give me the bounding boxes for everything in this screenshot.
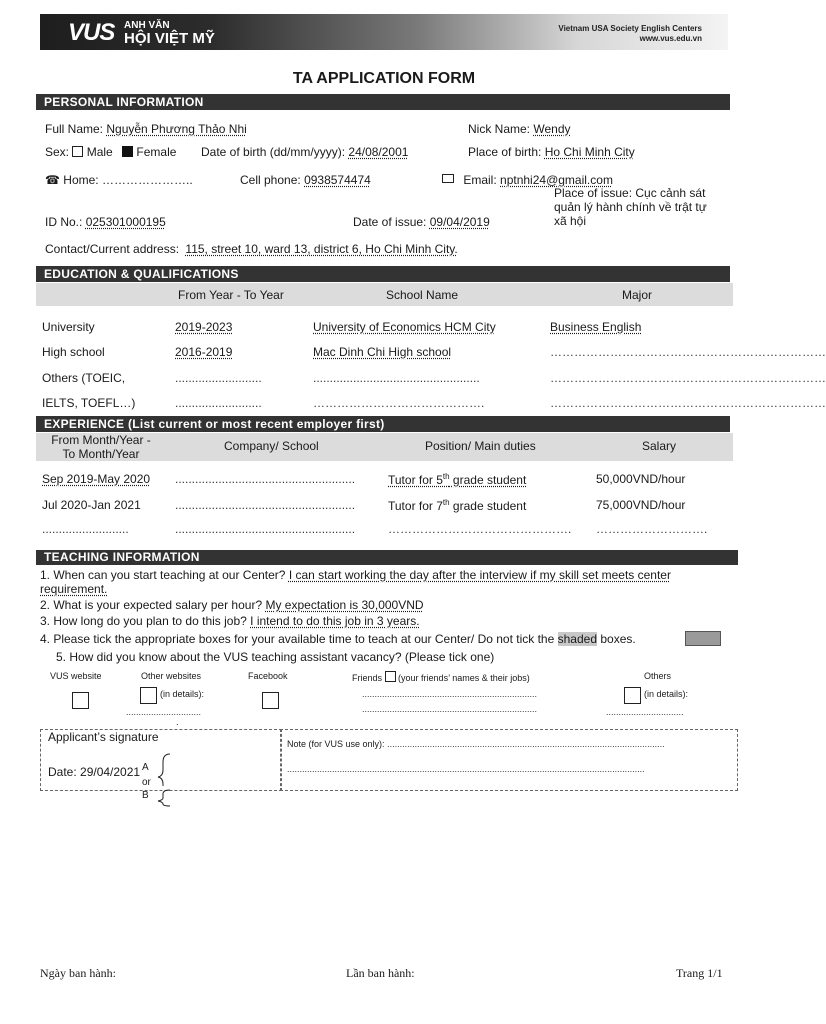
other-websites-details: (in details): [160, 689, 205, 699]
place-of-issue [554, 186, 707, 228]
friends-note: (your friends’ names & their jobs) [398, 673, 530, 683]
highschool-school[interactable]: Mac Dinh Chi High school [313, 345, 452, 359]
pob-row [468, 145, 635, 159]
highschool-major[interactable]: …………………………………………………………… [550, 345, 826, 359]
answer-3[interactable]: I intend to do this job in 3 years. [250, 614, 420, 628]
shaded-word: shaded [557, 632, 597, 646]
dob-value[interactable]: 24/08/2001 [348, 145, 409, 159]
col-period-line1: From Month/Year - [51, 433, 151, 447]
col-salary: Salary [642, 439, 677, 453]
id-row [45, 215, 166, 229]
col-company: Company/ School [224, 439, 319, 453]
exp2-company[interactable]: ...................................................... [175, 498, 356, 512]
exp2-position-b: grade student [449, 499, 527, 513]
question-4 [40, 632, 636, 646]
id-value[interactable]: 025301000195 [85, 215, 166, 229]
highschool-year[interactable]: 2016-2019 [175, 345, 233, 359]
others-details: (in details): [644, 689, 689, 699]
exp2-period[interactable]: Jul 2020-Jan 2021 [42, 498, 141, 512]
mark-a: A [142, 762, 149, 773]
place-issue-line1: Place of issue: Cục cảnh sát [554, 186, 706, 200]
footer-page: Trang 1/1 [676, 966, 723, 980]
doi-value[interactable]: 09/04/2019 [429, 215, 490, 229]
footer-edition: Lần ban hành: [346, 966, 415, 980]
nick-name-value[interactable]: Wendy [533, 122, 571, 136]
others-checkbox[interactable] [624, 687, 641, 704]
female-checkbox-checked[interactable] [122, 146, 133, 157]
section-education: EDUCATION & QUALIFICATIONS [36, 266, 730, 282]
exp2-position[interactable] [388, 498, 526, 513]
full-name-label: Full Name: [45, 122, 104, 136]
sex-row [45, 145, 176, 159]
dob-row [201, 145, 408, 159]
university-year[interactable]: 2019-2023 [175, 320, 233, 334]
col-period [36, 433, 166, 461]
cell-value[interactable]: 0938574474 [304, 173, 371, 187]
pob-value[interactable]: Ho Chi Minh City [544, 145, 635, 159]
question-4-label: 4. Please tick the appropriate boxes for your available time to teach at our Center/ Do not tick the [40, 632, 555, 646]
exp1-position-b: grade student [449, 473, 527, 487]
shaded-box-sample [685, 631, 721, 646]
place-issue-line3: xã hội [554, 214, 587, 228]
exp1-position-sup: th [442, 472, 450, 481]
small-dot: . [176, 717, 179, 727]
university-school[interactable]: University of Economics HCM City [313, 320, 496, 334]
option-vus-website: VUS website [50, 671, 102, 681]
option-others: Others [644, 671, 672, 681]
doi-row [353, 215, 490, 229]
others-school-2[interactable]: ……………………………………. [313, 396, 485, 410]
nick-name-label: Nick Name: [468, 122, 531, 136]
question-1 [40, 568, 671, 582]
note-label-text: Note (for VUS use only): [287, 739, 385, 749]
friends-label: Friends [352, 673, 383, 683]
option-facebook: Facebook [248, 671, 288, 681]
others-label-1: Others (TOEIC, [42, 371, 126, 385]
signature-label: Applicant’s signature [48, 730, 159, 744]
others-major-2[interactable]: …………………………………………………………… [550, 396, 826, 410]
header-banner [40, 14, 728, 50]
note-dots-1[interactable]: ............................................................................................................... [387, 739, 665, 749]
others-label-2: IELTS, TOEFL…) [42, 396, 136, 410]
section-experience: EXPERIENCE (List current or most recent employer first) [36, 416, 730, 432]
question-1-label: 1. When can you start teaching at our Center? [40, 568, 286, 582]
col-period-line2: To Month/Year [62, 447, 140, 461]
question-3-label: 3. How long do you plan to do this job? [40, 614, 247, 628]
id-label: ID No.: [45, 215, 83, 229]
signature-date[interactable]: Date: 29/04/2021 [48, 765, 141, 779]
full-name-value[interactable]: Nguyễn Phương Thảo Nhi [106, 122, 247, 136]
email-value[interactable]: nptnhi24@gmail.com [500, 173, 613, 187]
col-major: Major [622, 288, 653, 302]
other-websites-dots[interactable]: .............................. [126, 707, 202, 717]
exp3-period[interactable]: .......................... [42, 522, 129, 536]
mark-or: or [142, 777, 151, 788]
section-teaching: TEACHING INFORMATION [36, 550, 738, 565]
cell-row [240, 173, 371, 187]
exp3-company[interactable]: ...................................................... [175, 522, 356, 536]
full-name-row [45, 122, 247, 136]
exp2-position-a: Tutor for 7 [388, 499, 443, 513]
exp1-salary[interactable]: 50,000VND/hour [596, 472, 686, 486]
form-title: TA APPLICATION FORM [292, 70, 476, 87]
phone-icon: ☎ [45, 173, 60, 187]
address-label: Contact/Current address: [45, 242, 180, 256]
note-label [287, 739, 665, 749]
male-label: Male [86, 145, 113, 159]
question-2-label: 2. What is your expected salary per hour? [40, 598, 263, 612]
place-issue-line2: quản lý hành chính về trật tự [554, 200, 707, 214]
highschool-label: High school [42, 345, 105, 359]
cell-label: Cell phone: [240, 173, 301, 187]
others-year-2[interactable]: .......................... [175, 396, 262, 410]
question-5: 5. How did you know about the VUS teaching assistant vacancy? (Please tick one) [56, 650, 495, 664]
home-label: Home: [63, 173, 99, 187]
others-year-1[interactable]: .......................... [175, 371, 262, 385]
address-value[interactable]: 115, street 10, ward 13, district 6, Ho Chi Minh City. [185, 242, 458, 256]
mark-b: B [142, 790, 149, 801]
friends-dots-1[interactable]: ...................................................................... [362, 689, 538, 699]
exp2-position-sup: th [442, 498, 450, 507]
nick-name-row [468, 122, 571, 136]
option-other-websites: Other websites [141, 671, 202, 681]
home-value[interactable]: ………………….. [101, 173, 193, 187]
email-row [442, 173, 613, 187]
female-label: Female [136, 145, 177, 159]
question-2 [40, 598, 424, 612]
university-major[interactable]: Business English [550, 320, 642, 334]
question-3 [40, 614, 420, 628]
others-major-1[interactable]: …………………………………………………………… [550, 371, 826, 385]
university-label: University [42, 320, 95, 334]
dob-label: Date of birth (dd/mm/yyyy): [201, 145, 346, 159]
exp1-company[interactable]: ...................................................... [175, 472, 356, 486]
doi-label: Date of issue: [353, 215, 427, 229]
friends-checkbox[interactable] [385, 671, 396, 682]
address-row [45, 242, 458, 256]
logo-subtitle-bottom: HỘI VIỆT MỸ [124, 30, 215, 47]
answer-1-line2[interactable]: requirement. [40, 582, 108, 596]
logo-subtitle-top: ANH VĂN [124, 20, 170, 31]
question-4-end: boxes. [600, 632, 636, 646]
org-name: Vietnam USA Society English Centers [558, 24, 702, 33]
exp1-position[interactable] [388, 472, 526, 487]
option-friends [352, 671, 530, 683]
facebook-checkbox[interactable] [262, 692, 279, 709]
note-dots-2[interactable]: ............................................................................................................................................... [287, 764, 645, 774]
male-checkbox[interactable] [72, 146, 83, 157]
col-year: From Year - To Year [178, 288, 284, 302]
others-school-1[interactable]: .................................................. [313, 371, 480, 385]
exp3-salary[interactable]: ………………………. [596, 522, 708, 536]
col-position: Position/ Main duties [425, 439, 536, 453]
col-school: School Name [386, 288, 459, 302]
exp1-period[interactable]: Sep 2019-May 2020 [42, 472, 151, 486]
envelope-icon [442, 174, 454, 183]
friends-dots-2[interactable]: ...................................................................... [362, 704, 538, 714]
footer-issue-date: Ngày ban hành: [40, 966, 116, 980]
others-dots[interactable]: ............................... [606, 707, 684, 717]
home-phone-row [45, 173, 193, 187]
exp1-position-a: Tutor for 5 [388, 473, 443, 487]
exp3-position[interactable]: ………………………………………. [388, 522, 572, 536]
bracket-icon [156, 752, 174, 808]
vus-website-checkbox[interactable] [72, 692, 89, 709]
answer-1-line1[interactable]: I can start working the day after the interview if my skill set meets center [288, 568, 671, 582]
exp2-salary[interactable]: 75,000VND/hour [596, 498, 686, 512]
section-personal: PERSONAL INFORMATION [36, 94, 730, 110]
sex-label: Sex: [45, 145, 70, 159]
pob-label: Place of birth: [468, 145, 542, 159]
other-websites-checkbox[interactable] [140, 687, 157, 704]
vus-logo: VUS [68, 19, 115, 46]
email-label: Email: [463, 173, 497, 187]
org-website: www.vus.edu.vn [639, 34, 702, 43]
answer-2[interactable]: My expectation is 30,000VND [265, 598, 424, 612]
